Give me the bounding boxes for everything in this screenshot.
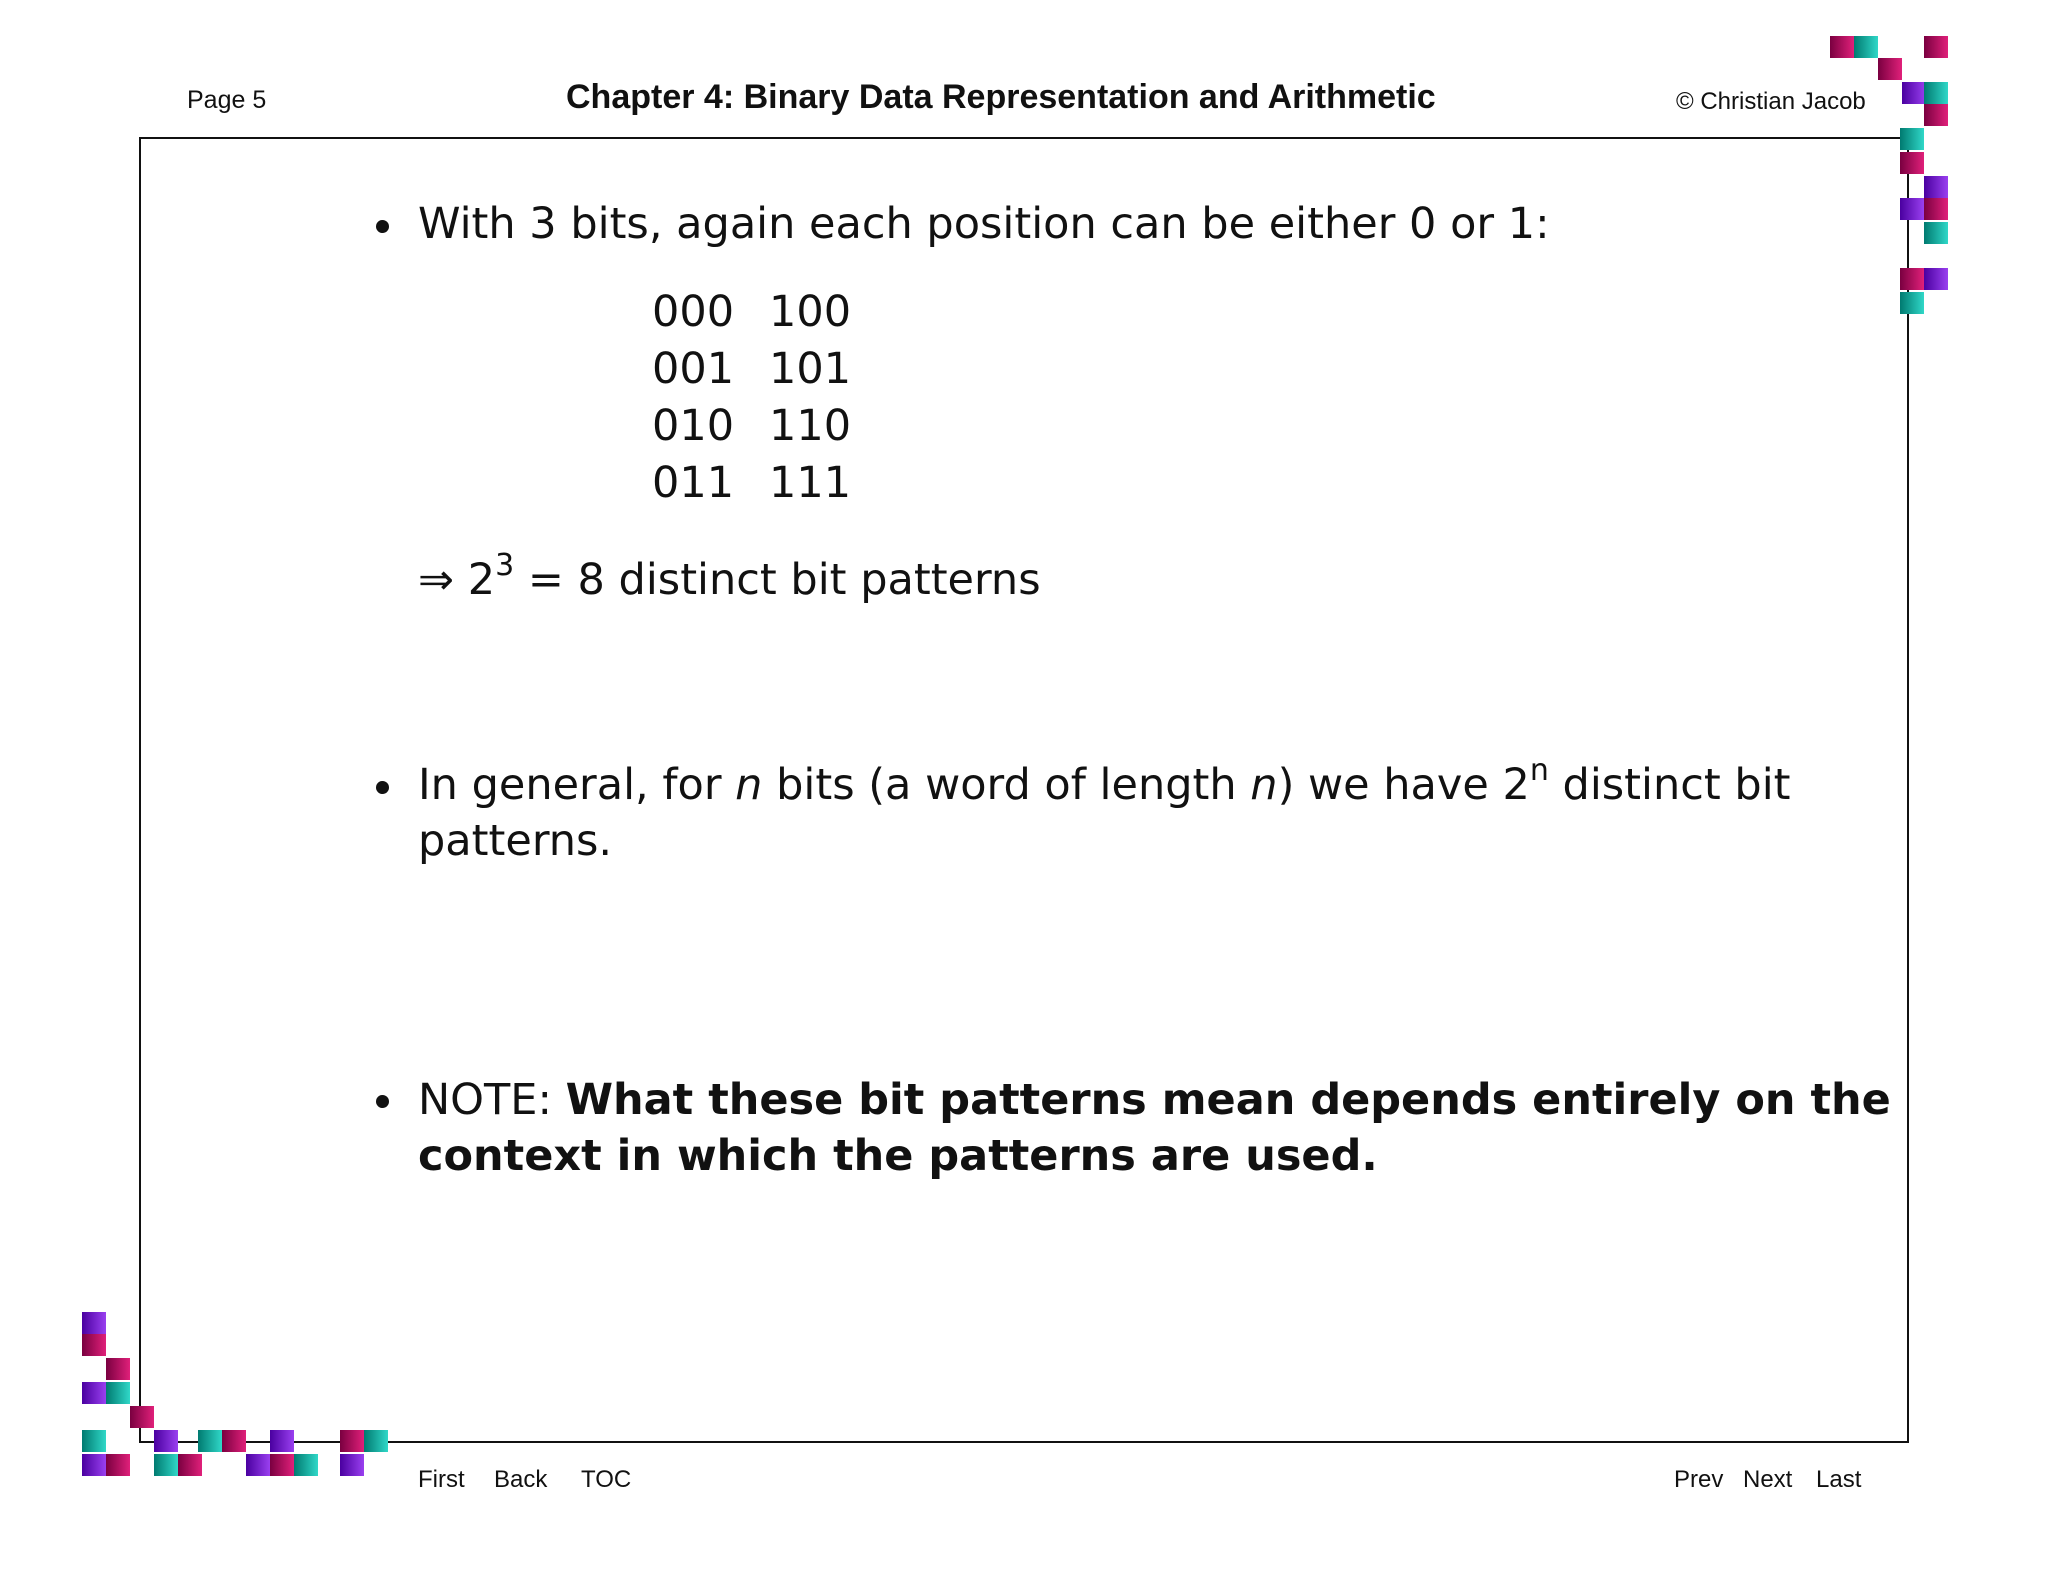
bullet-text-3-bits: With 3 bits, again each position can be either 0 or 1: [418, 199, 1550, 249]
deco-block [1924, 82, 1948, 104]
deco-block [222, 1430, 246, 1452]
var-n: n [735, 760, 763, 810]
deco-block [1900, 128, 1924, 150]
text-part: bits (a word of length [762, 760, 1251, 810]
deco-block [340, 1430, 364, 1452]
nav-next-link[interactable]: Next [1743, 1466, 1793, 1493]
copyright: © Christian Jacob [1676, 88, 1866, 115]
pattern-cell: 101 [769, 344, 852, 394]
decorative-blocks-bottom-left [80, 1310, 400, 1490]
nav-prev-link[interactable]: Prev [1674, 1466, 1724, 1493]
text-part: In general, for [418, 760, 736, 810]
deco-block [1854, 36, 1878, 58]
nav-toc-link[interactable]: TOC [581, 1466, 632, 1493]
deco-block [1900, 198, 1924, 220]
deco-block [1924, 222, 1948, 244]
deco-block [270, 1454, 294, 1476]
pattern-cell: 010 [652, 401, 735, 451]
deco-block [1924, 268, 1948, 290]
bullet-text-general-cont: patterns. [418, 816, 613, 866]
exponent-n: n [1529, 752, 1549, 788]
text-part: ) we have 2 [1277, 760, 1530, 810]
pattern-cell: 011 [652, 458, 735, 508]
deco-block [198, 1430, 222, 1452]
deco-block [82, 1430, 106, 1452]
result-rest: = 8 distinct bit patterns [514, 555, 1041, 605]
bit-patterns-table [652, 284, 851, 512]
pattern-cell: 111 [769, 458, 852, 508]
deco-block [294, 1454, 318, 1476]
deco-block [1900, 268, 1924, 290]
bullet-text-note [418, 1072, 1891, 1129]
deco-block [154, 1430, 178, 1452]
deco-block [82, 1382, 106, 1404]
pattern-cell: 110 [769, 401, 852, 451]
deco-block [130, 1406, 154, 1428]
bullet-text-note-cont: context in which the patterns are used. [418, 1131, 1378, 1181]
deco-block [1830, 36, 1854, 58]
chapter-title: Chapter 4: Binary Data Representation and Arithmetic [566, 78, 1436, 116]
pattern-row [652, 284, 851, 341]
deco-block [82, 1334, 106, 1356]
note-label: NOTE: [418, 1075, 566, 1125]
bullet-dot [376, 220, 389, 233]
deco-block [106, 1382, 130, 1404]
deco-block [106, 1454, 130, 1476]
page-number: Page 5 [187, 86, 267, 114]
deco-block [178, 1454, 202, 1476]
result-line [418, 547, 1041, 609]
pattern-row [652, 398, 851, 455]
nav-last-link[interactable]: Last [1816, 1466, 1862, 1493]
decorative-blocks-top-right [1820, 30, 1970, 330]
deco-block [1900, 292, 1924, 314]
deco-block [340, 1454, 364, 1476]
deco-block [270, 1430, 294, 1452]
deco-block [1878, 58, 1902, 80]
nav-first-link[interactable]: First [418, 1466, 465, 1493]
deco-block [1900, 152, 1924, 174]
deco-block [246, 1454, 270, 1476]
pattern-cell: 001 [652, 344, 735, 394]
note-bold: What these bit patterns mean depends entirely on the [565, 1075, 1891, 1125]
var-n: n [1250, 760, 1278, 810]
deco-block [1924, 176, 1948, 198]
pattern-cell: 000 [652, 287, 735, 337]
pattern-row [652, 455, 851, 512]
deco-block [82, 1312, 106, 1334]
deco-block [364, 1430, 388, 1452]
deco-block [106, 1358, 130, 1380]
bullet-text-general [418, 752, 1791, 814]
deco-block [1924, 198, 1948, 220]
pattern-cell: 100 [769, 287, 852, 337]
deco-block [154, 1454, 178, 1476]
text-part: distinct bit [1548, 760, 1791, 810]
deco-block [1924, 104, 1948, 126]
implies-arrow: ⇒ [418, 555, 455, 605]
deco-block [82, 1454, 106, 1476]
nav-back-link[interactable]: Back [494, 1466, 548, 1493]
deco-block [1924, 36, 1948, 58]
deco-block [1902, 82, 1926, 104]
bullet-dot [376, 1095, 389, 1108]
pattern-row [652, 341, 851, 398]
exponent: 3 [495, 547, 515, 583]
bullet-dot [376, 781, 389, 794]
base: 2 [467, 555, 496, 605]
